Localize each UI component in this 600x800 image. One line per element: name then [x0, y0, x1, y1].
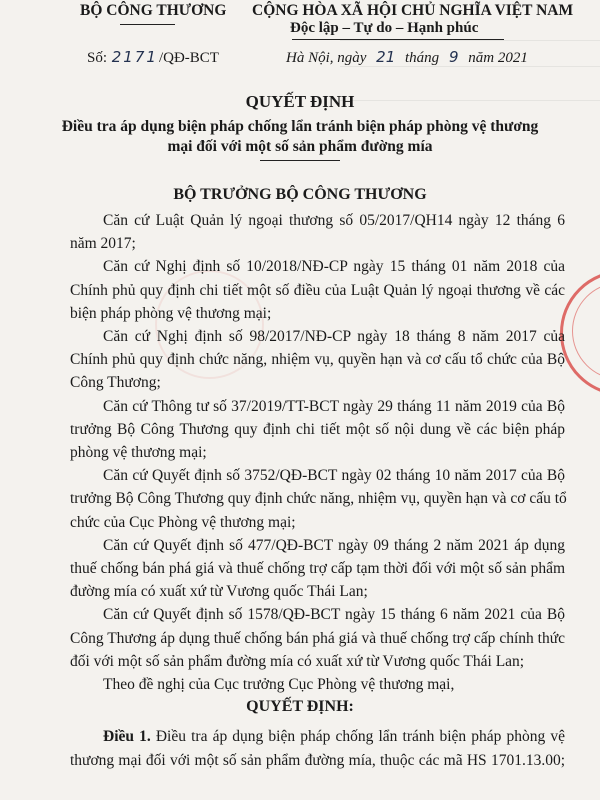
legal-basis-line: biện pháp phòng vệ thương mại;: [70, 305, 272, 322]
legal-basis-line: Chính phủ quy định chi tiết một số điều của Luật Quản lý ngoại thương về các: [70, 282, 565, 299]
bleed-through-mark: [340, 40, 600, 41]
national-motto: Độc lập – Tự do – Hạnh phúc: [290, 20, 479, 36]
decision-heading: QUYẾT ĐỊNH:: [246, 698, 354, 715]
ministry-name: BỘ CÔNG THƯƠNG: [80, 2, 227, 19]
legal-basis-line: trưởng Bộ Công Thương quy định chi tiết một số nội dung về các biện pháp: [70, 421, 565, 438]
article-1-line-2: thương mại đối với một số sản phẩm đường mía, thuộc các mã HS 1701.13.00;: [70, 752, 565, 769]
legal-basis-line: trưởng Bộ Công Thương quy định chức năng, nhiệm vụ, quyền hạn và cơ cấu tổ: [70, 490, 567, 507]
proposal-line: Theo đề nghị của Cục trưởng Cục Phòng vệ thương mại,: [103, 676, 455, 693]
place-label: Hà Nội, ngày: [286, 50, 367, 66]
month-label: tháng: [405, 50, 440, 66]
document-title: QUYẾT ĐỊNH: [245, 92, 355, 111]
legal-basis-line: Căn cứ Quyết định số 477/QĐ-BCT ngày 09 tháng 2 năm 2021 áp dụng: [103, 537, 565, 554]
doc-number-handwritten: 2171: [111, 48, 158, 66]
legal-basis-line: chức của Cục Phòng vệ thương mại;: [70, 514, 296, 531]
article-1-label: Điều 1.: [103, 728, 151, 745]
legal-basis-line: Căn cứ Quyết định số 1578/QĐ-BCT ngày 15 tháng 6 năm 2021 của Bộ: [103, 606, 565, 623]
legal-basis-line: phòng vệ thương mại;: [70, 444, 207, 461]
document-number: [87, 48, 219, 67]
ministry-underline: [120, 24, 175, 25]
legal-basis-line: năm 2017;: [70, 235, 136, 252]
article-1-line-1: Điều 1. Điều tra áp dụng biện pháp chống lẩn tránh biện pháp phòng vệ: [103, 728, 566, 745]
legal-basis-line: Căn cứ Luật Quản lý ngoại thương số 05/2017/QH14 ngày 12 tháng 6: [103, 212, 565, 229]
legal-basis-line: đối với một số sản phẩm đường mía có xuất xứ từ Vương quốc Thái Lan;: [70, 653, 525, 670]
legal-basis-line: đường mía có xuất xứ từ Vương quốc Thái Lan;: [70, 583, 368, 600]
legal-basis-line: Căn cứ Quyết định số 3752/QĐ-BCT ngày 02 tháng 10 năm 2017 của Bộ: [103, 467, 565, 484]
doc-number-prefix: Số:: [87, 50, 108, 66]
republic-name: CỘNG HÒA XÃ HỘI CHỦ NGHĨA VIỆT NAM: [252, 2, 574, 19]
date-month-handwritten: 9: [448, 48, 459, 66]
subject-underline: [260, 160, 340, 161]
subject-line-1: Điều tra áp dụng biện pháp chống lẩn tránh biện pháp phòng vệ thương: [61, 118, 539, 135]
legal-basis-line: Công Thương;: [70, 374, 161, 391]
motto-underline: [292, 39, 504, 40]
legal-basis-line: Chính phủ quy định chức năng, nhiệm vụ, quyền hạn và cơ cấu tổ chức của Bộ: [70, 351, 565, 368]
legal-basis-line: Công Thương áp dụng thuế chống bán phá giá và thuế chống trợ cấp chính thức: [70, 630, 565, 647]
legal-basis-line: Căn cứ Thông tư số 37/2019/TT-BCT ngày 29 tháng 11 năm 2019 của Bộ: [103, 398, 565, 415]
legal-basis-line: Căn cứ Nghị định số 98/2017/NĐ-CP ngày 18 tháng 8 năm 2017 của: [103, 328, 565, 345]
doc-number-suffix: /QĐ-BCT: [158, 50, 219, 66]
subject-line-2: mại đối với một số sản phẩm đường mía: [167, 138, 433, 155]
legal-basis-line: Căn cứ Nghị định số 10/2018/NĐ-CP ngày 15 tháng 01 năm 2018 của: [103, 258, 565, 275]
year-label: năm 2021: [468, 50, 528, 66]
issuing-authority: BỘ TRƯỞNG BỘ CÔNG THƯƠNG: [173, 186, 427, 203]
date-day-handwritten: 21: [376, 48, 396, 66]
place-and-date: [286, 48, 528, 67]
legal-basis-line: thuế chống bán phá giá và thuế chống trợ cấp tạm thời đối với một số sản phẩm: [70, 560, 565, 577]
